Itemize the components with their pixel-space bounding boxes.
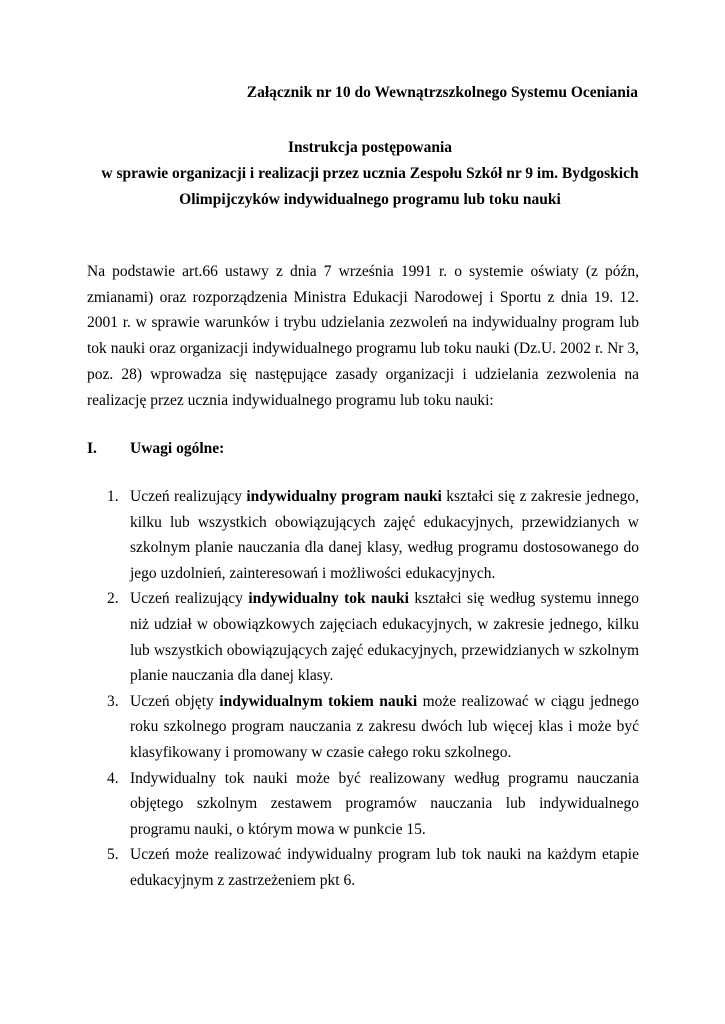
rules-list <box>87 484 639 894</box>
list-item-emphasis: indywidualny program nauki <box>246 488 442 505</box>
list-item-emphasis: indywidualnym tokiem nauki <box>219 692 418 710</box>
annex-title: Załącznik nr 10 do Wewnątrzszkolnego Systemu Oceniania <box>246 84 638 101</box>
section-number: I. <box>87 440 97 457</box>
list-item-number: 1. <box>107 488 119 505</box>
title-line-1: Instrukcja postępowania <box>287 139 453 156</box>
list-item-number: 2. <box>107 590 119 608</box>
title-line-2: w sprawie organizacji i realizacji przez ucznia Zespołu Szkół nr 9 im. Bydgoskich <box>101 165 639 182</box>
list-item <box>87 586 639 688</box>
intro-paragraph: Na podstawie art.66 ustawy z dnia 7 września 1991 r. o systemie oświaty (z późn, zmianami) oraz rozporządzenia Ministra Edukacji Narodowej i Sportu z dnia 19. 12. 2001 r. w sprawie warunków i trybu udzielania zezwoleń na indywidualny program lub tok nauki oraz organizacji indywidualnego programu lub toku nauki (Dz.U. 2002 r. Nr 3, poz. 28) wprowadza się następujące zasady organizacji i udzielania zezwolenia na realizację przez ucznia indywidualnego programu lub toku nauki: <box>87 263 639 409</box>
section-title: Uwagi ogólne: <box>130 440 225 457</box>
list-item-text: może realizować w ciągu jednego roku szkolnego program nauczania z zakresu dwóch lub więcej klas i może być klasyfikowany i promowany w czasie całego roku szkolnego. <box>130 692 639 761</box>
list-item-text: Uczeń objęty <box>130 692 220 710</box>
list-item <box>87 484 639 586</box>
section-heading <box>87 437 639 461</box>
list-item-text: Uczeń realizujący <box>130 488 247 505</box>
list-item <box>87 842 639 893</box>
list-item-emphasis: indywidualny tok nauki <box>248 590 409 608</box>
title-line-3: Olimpijczyków indywidualnego programu lub toku nauki <box>179 191 561 208</box>
list-item <box>87 689 639 766</box>
list-item-text: Uczeń może realizować indywidualny program lub tok nauki na każdym etapie edukacyjnym z zastrzeżeniem pkt 6. <box>130 846 639 889</box>
list-item-number: 4. <box>107 769 119 787</box>
list-item-text: kształci się z zakresie jednego, kilku lub wszystkich obowiązujących zajęć edukacyjnych, przewidzianych w szkolnym planie nauczania dla danej klasy, według programu dostosowanego do jego uzdolnień, zainteresowań i możliwości edukacyjnych. <box>130 488 639 582</box>
list-item-text: Uczeń realizujący <box>130 590 249 608</box>
list-item-text: Indywidualny tok nauki może być realizowany według programu nauczania objętego szkolnym zestawem programów nauczania lub indywidualnego programu nauki, o którym mowa w punkcie 15. <box>130 769 639 838</box>
list-item-number: 3. <box>107 692 119 710</box>
list-item-text: kształci się według systemu innego niż udział w obowiązkowych zajęciach edukacyjnych, w zakresie jednego, kilku lub wszystkich obowiązujących zajęć edukacyjnych, przewidzianych w szkolnym planie nauczania dla danej klasy. <box>130 590 639 685</box>
document-title <box>70 135 670 213</box>
list-item <box>87 766 639 843</box>
list-item-number: 5. <box>107 846 119 864</box>
